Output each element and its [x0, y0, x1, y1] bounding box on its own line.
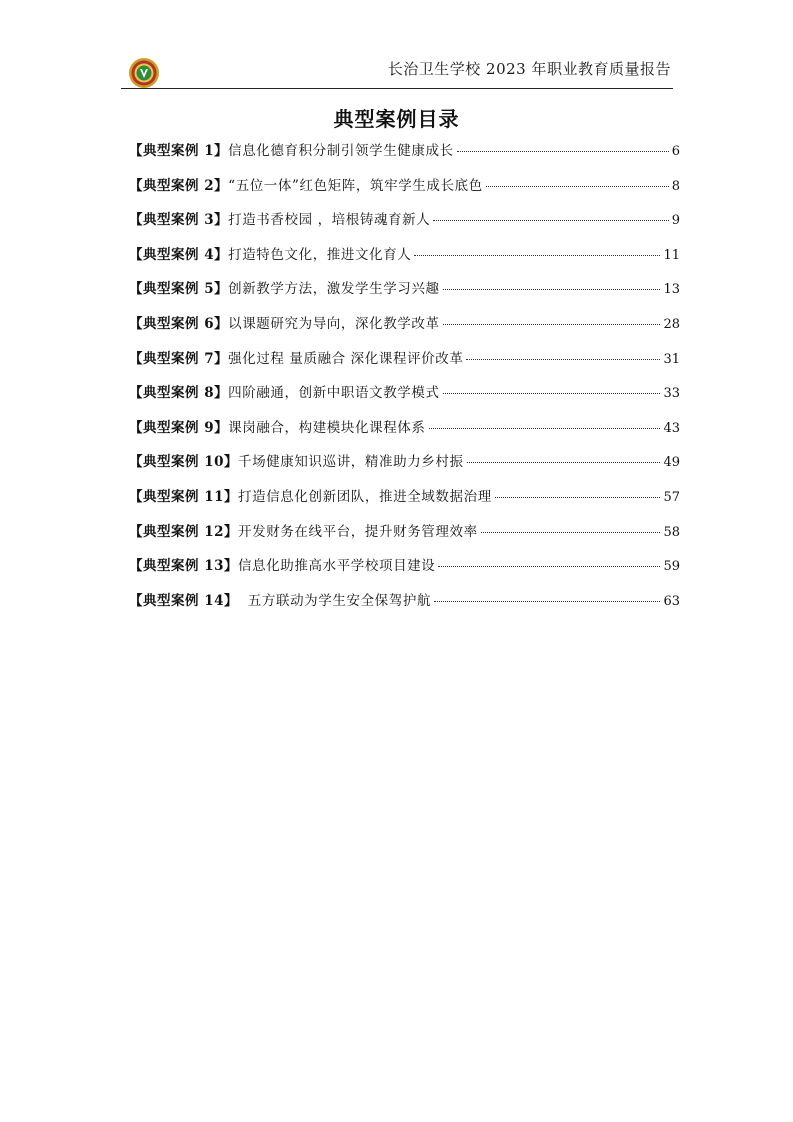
toc-entry-text: 四阶融通，创新中职语文教学模式	[228, 385, 440, 402]
toc-entry-text: 千场健康知识巡讲，精准助力乡村振	[238, 454, 464, 471]
toc-entry-label: 【典型案例 1】	[129, 143, 229, 159]
toc-entry-page: 33	[663, 386, 680, 402]
header-divider	[121, 88, 673, 89]
toc-entry-label: 【典型案例 2】	[129, 177, 229, 194]
toc-entry-label: 【典型案例 8】	[129, 385, 229, 402]
toc-leader-dots	[443, 393, 661, 394]
toc-leader-dots	[429, 428, 661, 429]
school-emblem-icon	[128, 57, 160, 89]
toc-entry-label: 【典型案例 6】	[129, 315, 229, 332]
toc-entry[interactable]	[129, 485, 680, 520]
toc-entry-text: 课岗融合，构建模块化课程体系	[228, 419, 426, 436]
toc-entry-text: “五位一体”红色矩阵，筑牢学生成长底色	[228, 177, 483, 194]
toc-entry[interactable]	[129, 589, 680, 624]
toc-entry-text: 以课题研究为导向，深化教学改革	[228, 315, 440, 332]
toc-leader-dots	[466, 359, 660, 360]
toc-entry-page: 63	[663, 593, 680, 609]
toc-entry-page: 11	[663, 247, 680, 263]
toc-entry-label: 【典型案例 4】	[129, 246, 229, 263]
toc-leader-dots	[457, 151, 669, 152]
toc-entry-text: 强化过程 量质融合 深化课程评价改革	[228, 350, 464, 367]
toc-entry-label: 【典型案例 5】	[129, 281, 229, 298]
toc-entry-text: 打造书香校园 ，培根铸魂育新人	[228, 212, 431, 229]
toc-entry[interactable]	[129, 554, 680, 589]
toc-entry-text: 开发财务在线平台，提升财务管理效率	[238, 523, 478, 540]
toc-entry-page: 57	[663, 489, 680, 505]
toc-entry-page: 28	[663, 316, 680, 332]
toc-entry-page: 58	[663, 524, 680, 540]
toc-entry-page: 59	[663, 559, 680, 575]
toc-entry-label: 【典型案例 14】	[129, 592, 238, 609]
toc-entry-text: 创新教学方法，激发学生学习兴趣	[228, 281, 440, 298]
toc-entry-text: 信息化德育积分制引领学生健康成长	[228, 143, 454, 159]
toc-entry-page: 31	[663, 351, 680, 367]
toc-leader-dots	[481, 532, 661, 533]
toc-leader-dots	[486, 186, 669, 187]
toc-leader-dots	[434, 601, 660, 602]
toc-entry-page: 43	[663, 420, 680, 436]
toc-entry[interactable]	[129, 347, 680, 382]
toc-leader-dots	[467, 462, 661, 463]
toc-entry-label: 【典型案例 9】	[129, 419, 229, 436]
toc-entry-page: 13	[663, 282, 680, 298]
header-title: 长治卫生学校 2023 年职业教育质量报告	[387, 60, 671, 78]
toc-leader-dots	[443, 324, 661, 325]
toc-title: 典型案例目录	[333, 107, 460, 131]
toc-entry[interactable]	[129, 381, 680, 416]
toc-leader-dots	[495, 497, 661, 498]
toc-entry-page: 6	[671, 144, 680, 159]
toc-entry-text: 五方联动为学生安全保驾护航	[238, 592, 432, 609]
toc-leader-dots	[438, 566, 660, 567]
toc-entry-page: 8	[671, 178, 680, 194]
toc-entry[interactable]	[129, 450, 680, 485]
toc-entry[interactable]	[129, 139, 680, 174]
toc-entry-label: 【典型案例 12】	[129, 523, 238, 540]
toc-entry[interactable]	[129, 416, 680, 451]
toc-entry-label: 【典型案例 10】	[129, 454, 238, 471]
toc-leader-dots	[443, 289, 661, 290]
toc-entry[interactable]	[129, 174, 680, 209]
toc-entry-label: 【典型案例 11】	[129, 488, 238, 505]
page-header	[121, 50, 673, 90]
toc-list	[129, 139, 680, 623]
toc-entry[interactable]	[129, 312, 680, 347]
toc-entry-text: 打造特色文化，推进文化育人	[228, 246, 412, 263]
toc-entry-page: 49	[663, 455, 680, 471]
toc-entry[interactable]	[129, 243, 680, 278]
toc-entry-page: 9	[671, 213, 680, 229]
toc-entry-text: 打造信息化创新团队，推进全域数据治理	[238, 488, 492, 505]
toc-entry-label: 【典型案例 3】	[129, 212, 229, 229]
toc-entry-label: 【典型案例 7】	[129, 350, 229, 367]
toc-entry[interactable]	[129, 277, 680, 312]
toc-entry-label: 【典型案例 13】	[129, 558, 238, 575]
toc-leader-dots	[433, 220, 668, 221]
toc-entry-text: 信息化助推高水平学校项目建设	[238, 558, 436, 575]
toc-entry[interactable]	[129, 520, 680, 555]
toc-entry[interactable]	[129, 208, 680, 243]
toc-leader-dots	[414, 255, 660, 256]
